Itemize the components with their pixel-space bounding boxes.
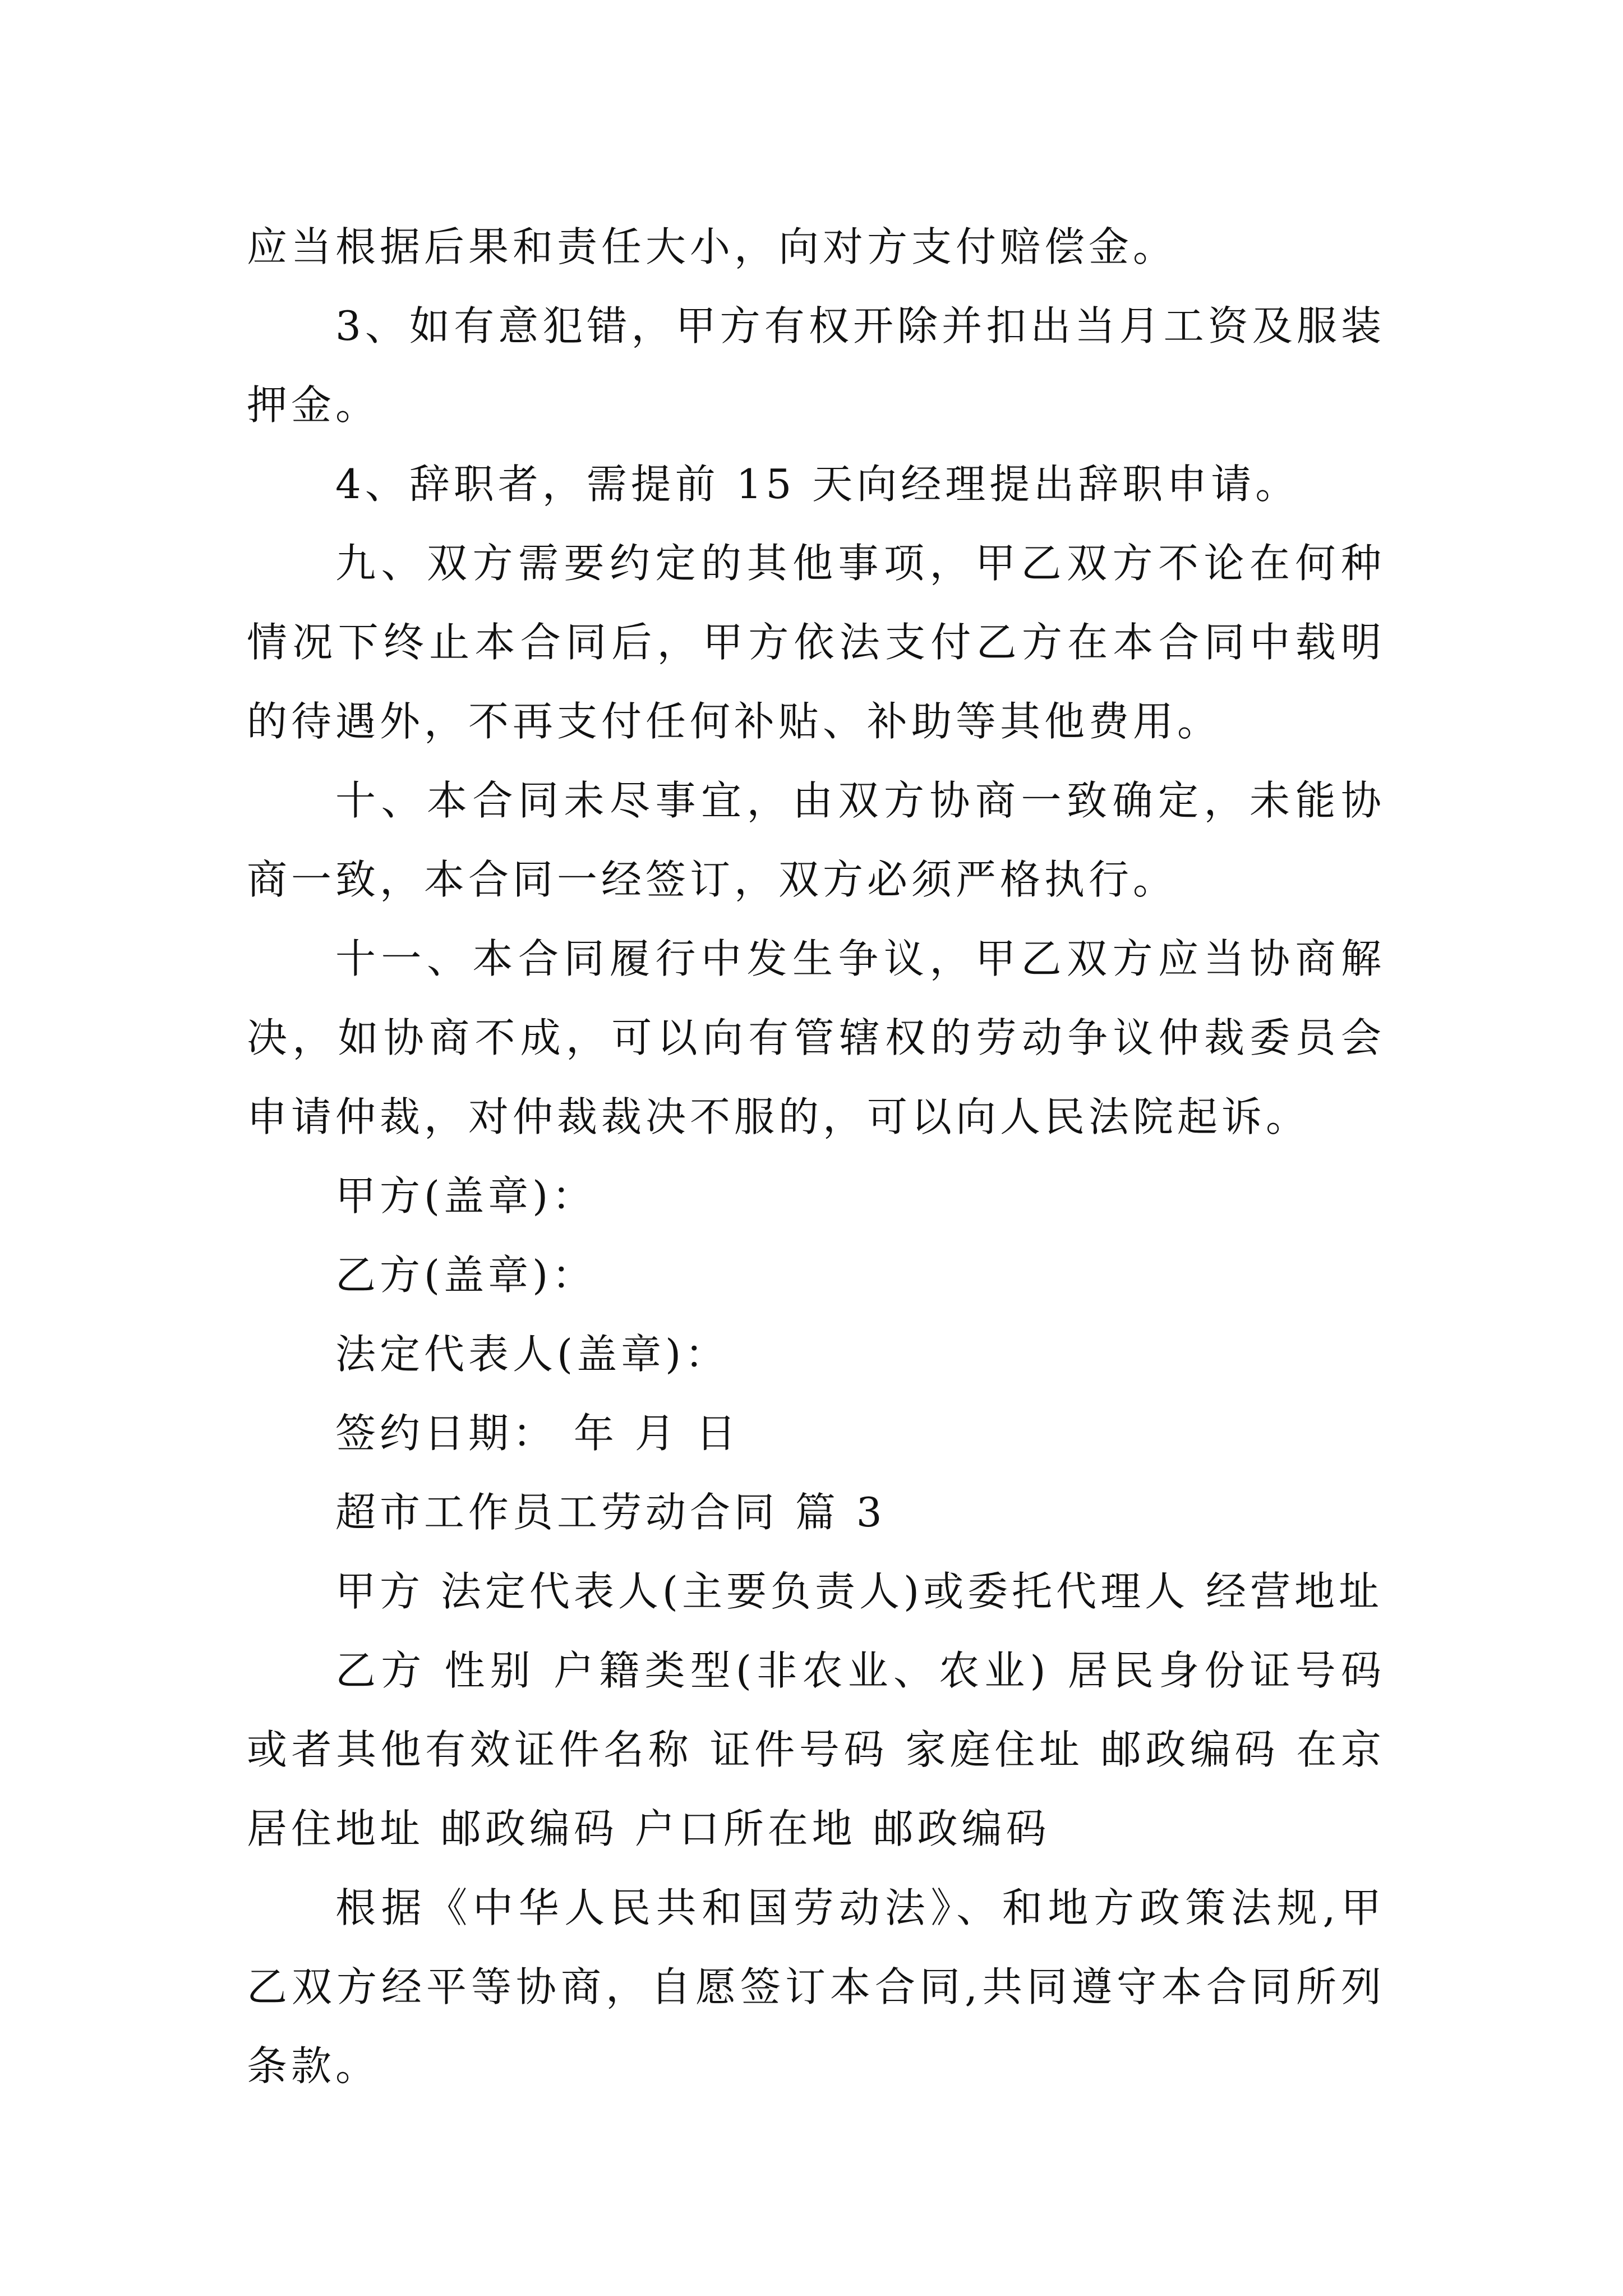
legal-representative-seal-line: 法定代表人(盖章)： — [335, 1331, 730, 1378]
party-b-info-fields: 乙方 性别 户籍类型(非农业、农业) 居民身份证号码或者其他有效证件名称 证件号码 家庭住址 邮政编码 在京居住地址 邮政编码 户口所在地 邮政编码 — [247, 1647, 1385, 1852]
section-title-part-3: 超市工作员工劳动合同 篇 3 — [335, 1489, 886, 1536]
paragraph-compensation-continued: 应当根据后果和责任大小，向对方支付赔偿金。 — [247, 223, 1178, 270]
party-b-seal-line: 乙方(盖章)： — [335, 1251, 597, 1299]
paragraph-article-9: 九、双方需要约定的其他事项，甲乙双方不论在何种情况下终止本合同后，甲方依法支付乙方在本合同中载明的待遇外，不再支付任何补贴、补助等其他费用。 — [247, 540, 1385, 745]
paragraph-clause-4: 4、辞职者，需提前 15 天向经理提出辞职申请。 — [335, 461, 1300, 508]
document-body — [247, 208, 1385, 2106]
party-a-seal-line: 甲方(盖章)： — [335, 1172, 597, 1220]
paragraph-article-10: 十、本合同未尽事宜，由双方协商一致确定，未能协商一致，本合同一经签订，双方必须严格执行。 — [247, 777, 1385, 903]
paragraph-clause-3: 3、如有意犯错，甲方有权开除并扣出当月工资及服装押金。 — [247, 302, 1385, 429]
paragraph-article-11: 十一、本合同履行中发生争议，甲乙双方应当协商解决，如协商不成，可以向有管辖权的劳动争议仲裁委员会申请仲裁，对仲裁裁决不服的，可以向人民法院起诉。 — [247, 935, 1385, 1140]
signing-date-line: 签约日期： 年 月 日 — [335, 1410, 740, 1457]
paragraph-legal-basis: 根据《中华人民共和国劳动法》、和地方政策法规,甲乙双方经平等协商，自愿签订本合同,共同遵守本合同所列条款。 — [247, 1884, 1385, 2090]
party-a-info-fields: 甲方 法定代表人(主要负责人)或委托代理人 经营地址 — [335, 1568, 1383, 1615]
